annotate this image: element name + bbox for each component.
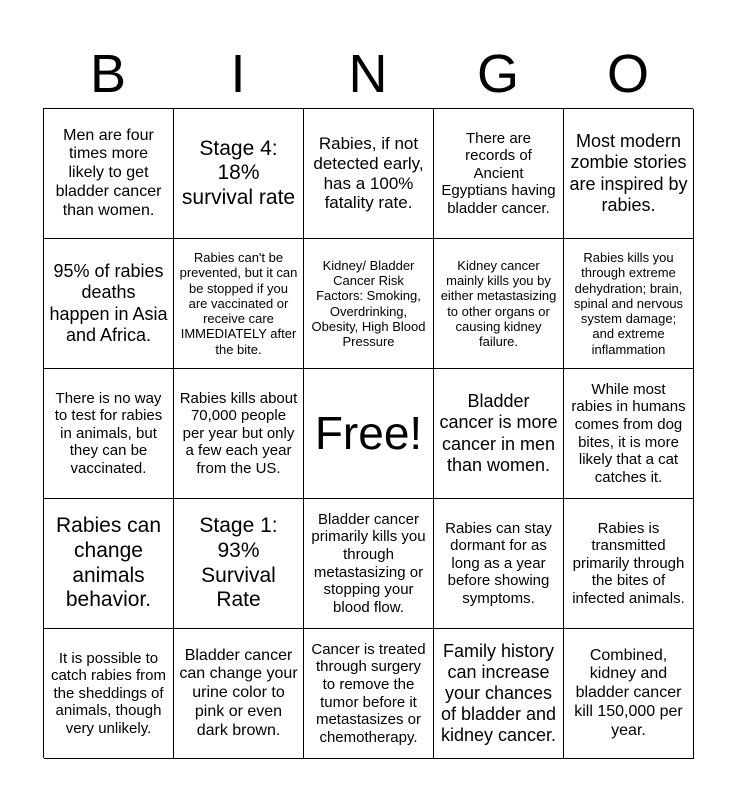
bingo-cell-2-1[interactable] [44, 239, 174, 369]
cell-text: Combined, kidney and bladder cancer kill 150,000 per year. [574, 646, 683, 739]
bingo-cell-3-4[interactable] [434, 369, 564, 499]
cell-text: Rabies can't be prevented, but it can be stopped if you are vaccinated or receive care IMMEDIATELY after the bite. [179, 250, 298, 357]
cell-text: Kidney/ Bladder Cancer Risk Factors: Smoking, Overdrinking, Obesity, High Blood Pressure [311, 257, 426, 349]
bingo-cell-1-3[interactable] [304, 109, 434, 239]
cell-text: There is no way to test for rabies in animals, but they can be vaccinated. [54, 389, 163, 477]
cell-text: Rabies kills about 70,000 people per year but only a few each year from the US. [179, 389, 298, 477]
cell-text: Rabies can stay dormant for as long as a year before showing symptoms. [445, 519, 552, 607]
cell-text: Rabies can change animals behavior. [55, 514, 162, 612]
bingo-grid [43, 108, 693, 758]
bingo-cell-3-2[interactable] [174, 369, 304, 499]
cell-text: Rabies, if not detected early, has a 100% fatality rate. [313, 133, 424, 213]
cell-text: Bladder cancer primarily kills you through metastasizing or stopping your blood flow. [311, 510, 426, 616]
bingo-cell-2-4[interactable] [434, 239, 564, 369]
cell-text: Bladder cancer is more cancer in men than women. [439, 391, 558, 475]
cell-text: Stage 1: 93% Survival Rate [199, 514, 278, 612]
bingo-cell-3-1[interactable] [44, 369, 174, 499]
bingo-header [43, 40, 693, 108]
bingo-cell-4-1[interactable] [44, 499, 174, 629]
bingo-cell-2-5[interactable] [564, 239, 694, 369]
cell-text: Most modern zombie stories are inspired by rabies. [569, 131, 688, 215]
bingo-cell-2-2[interactable] [174, 239, 304, 369]
free-space-label: Free! [314, 406, 423, 459]
bingo-cell-1-4[interactable] [434, 109, 564, 239]
header-letter-b: B [89, 44, 127, 104]
cell-text: Rabies kills you through extreme dehydration; brain, spinal and nervous system damage; and extreme inflammation [573, 250, 684, 357]
cell-text: 95% of rabies deaths happen in Asia and Africa. [49, 261, 168, 345]
cell-text: Family history can increase your chances of bladder and kidney cancer. [440, 640, 557, 746]
cell-text: Stage 4: 18% survival rate [181, 136, 296, 209]
bingo-cell-5-3[interactable] [304, 629, 434, 759]
bingo-cell-4-5[interactable] [564, 499, 694, 629]
header-letter-n: N [348, 44, 388, 104]
header-letter-o: O [606, 44, 649, 104]
cell-text: There are records of Ancient Egyptians having bladder cancer. [441, 129, 556, 217]
bingo-cell-5-4[interactable] [434, 629, 564, 759]
bingo-cell-5-2[interactable] [174, 629, 304, 759]
header-letter-g: G [476, 44, 519, 104]
bingo-cell-5-5[interactable] [564, 629, 694, 759]
bingo-cell-1-5[interactable] [564, 109, 694, 239]
cell-text: Bladder cancer can change your urine color to pink or even dark brown. [179, 646, 298, 739]
bingo-cell-5-1[interactable] [44, 629, 174, 759]
cell-text: Rabies is transmitted primarily through the bites of infected animals. [572, 519, 685, 607]
cell-text: While most rabies in humans comes from dog bites, it is more likely that a cat catches it. [571, 380, 686, 486]
bingo-cell-1-2[interactable] [174, 109, 304, 239]
bingo-cell-4-2[interactable] [174, 499, 304, 629]
bingo-cell-2-3[interactable] [304, 239, 434, 369]
cell-text: Men are four times more likely to get bladder cancer than women. [55, 126, 162, 219]
cell-text: Kidney cancer mainly kills you by either metastasizing to other organs or causing kidney failure. [440, 257, 557, 349]
bingo-cell-1-1[interactable] [44, 109, 174, 239]
header-letter-i: I [230, 44, 246, 104]
cell-text: Cancer is treated through surgery to remove the tumor before it metastasizes or chemotherapy. [311, 640, 426, 746]
bingo-cell-4-4[interactable] [434, 499, 564, 629]
cell-text: It is possible to catch rabies from the sheddings of animals, though very unlikely. [50, 649, 167, 737]
bingo-cell-4-3[interactable] [304, 499, 434, 629]
bingo-cell-3-3[interactable] [304, 369, 434, 499]
bingo-cell-3-5[interactable] [564, 369, 694, 499]
